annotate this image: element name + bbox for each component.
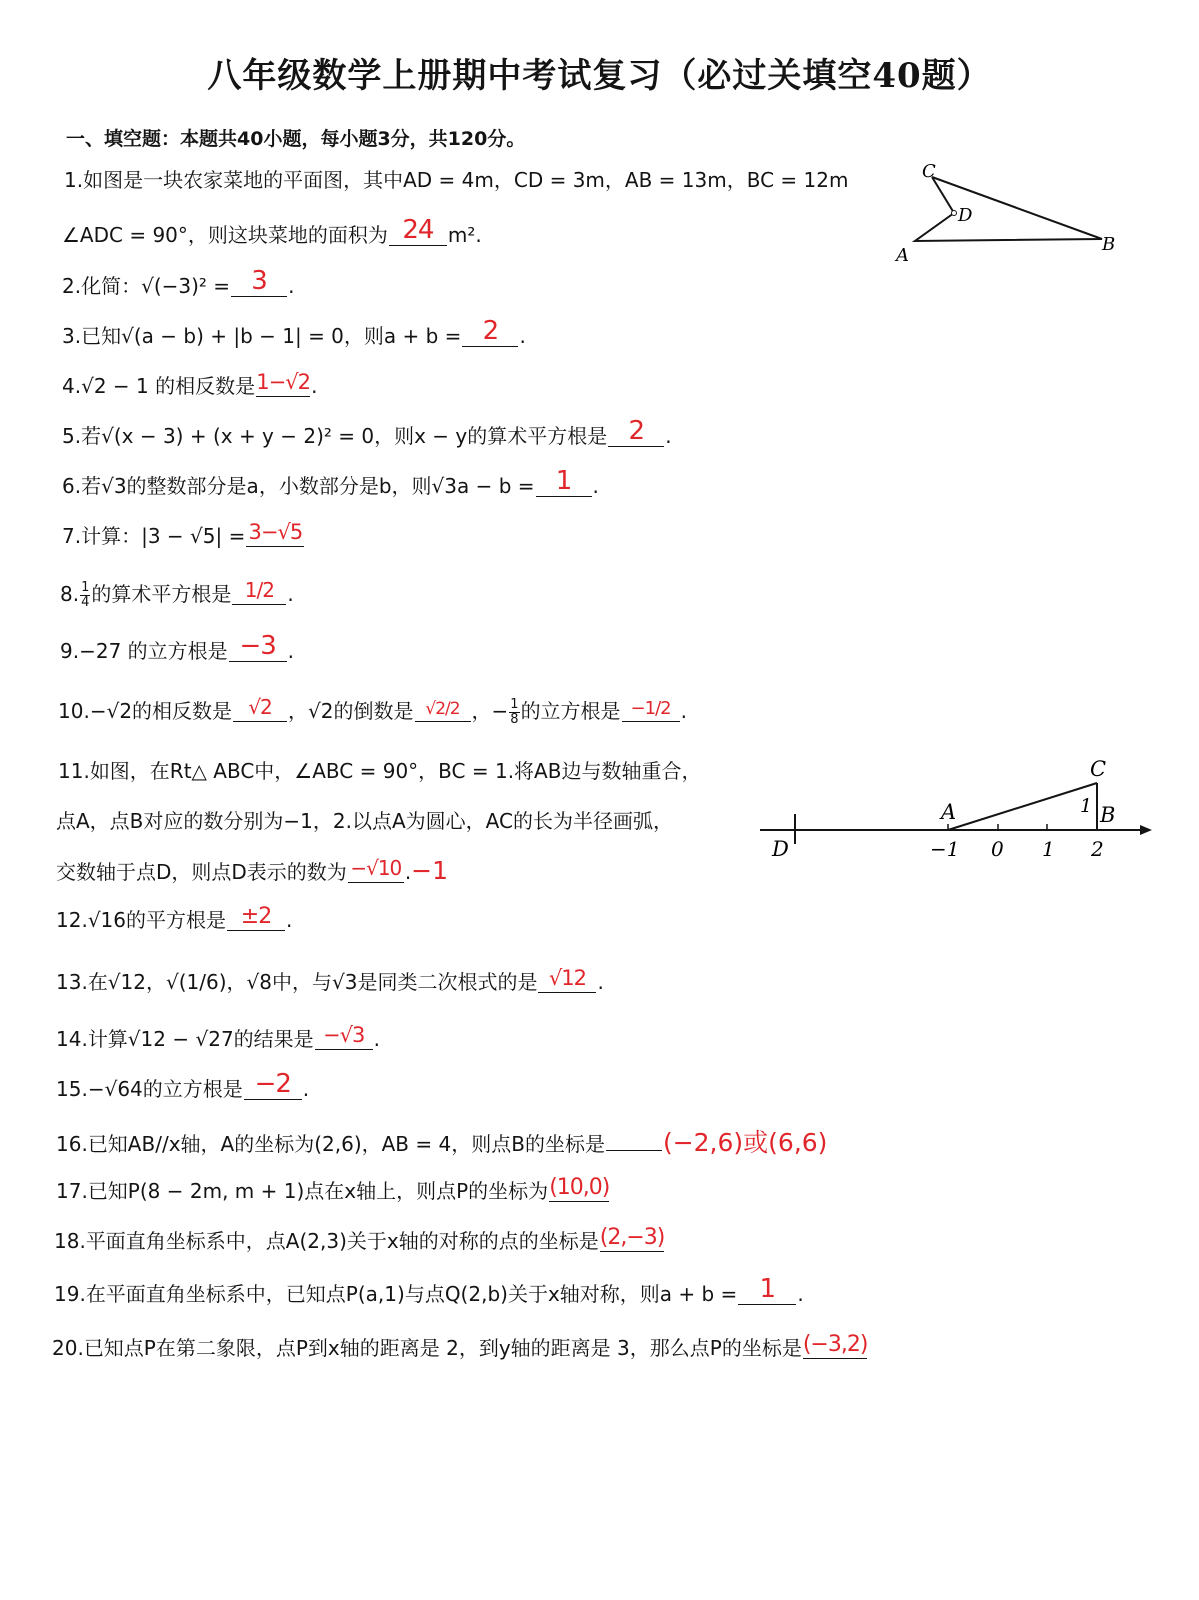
question-text: −√2的相反数是	[89, 699, 233, 723]
question-text: 平面直角坐标系中，点A(2,3)关于x轴的对称的点的坐标是	[85, 1229, 599, 1253]
question-18	[54, 1227, 665, 1255]
question-9	[60, 631, 295, 665]
question-text: 已知AB//x轴，A的坐标为(2,6)，AB = 4，则点B的坐标是	[87, 1132, 605, 1156]
answer-blank[interactable]	[738, 1274, 796, 1305]
question-8	[60, 580, 294, 610]
question-number: 12.	[56, 908, 88, 932]
answer-blank[interactable]	[536, 466, 592, 497]
denominator: 4	[81, 595, 90, 610]
answer-blank[interactable]	[415, 697, 471, 722]
question-text: 化简：√(−3)² =	[81, 274, 231, 298]
question-number: 19.	[54, 1282, 86, 1306]
question-text: √16的平方根是	[87, 908, 227, 932]
question-number: 15.	[56, 1077, 88, 1101]
period: .	[665, 424, 672, 448]
period: .	[597, 970, 604, 994]
label-b: B	[1100, 803, 1116, 827]
question-text: ∠ADC = 90°，则这块菜地的面积为	[62, 223, 388, 247]
question-number: 6.	[62, 474, 82, 498]
answer-blank[interactable]	[549, 1177, 609, 1202]
question-text: √2 − 1 的相反数是	[81, 374, 256, 398]
question-text: −27 的立方根是	[79, 639, 228, 663]
question-number: 1.	[64, 168, 84, 192]
tick-0: 0	[991, 837, 1004, 861]
question-text: 计算√12 − √27的结果是	[87, 1027, 314, 1051]
question-text: 的立方根是	[520, 699, 621, 723]
question-20	[52, 1334, 868, 1362]
label-d: D	[958, 205, 973, 226]
question-number: 13.	[56, 970, 88, 994]
tick-2: 2	[1091, 837, 1104, 861]
question-text: 如图，在Rt△ ABC中，∠ABC = 90°，BC = 1.将AB边与数轴重合，	[89, 759, 702, 783]
answer-blank[interactable]	[232, 580, 286, 605]
question-text: 已知P(8 − 2m, m + 1)点在x轴上，则点P的坐标为	[87, 1179, 549, 1203]
question-text: 已知点P在第二象限，点P到x轴的距离是 2，到y轴的距离是 3，那么点P的坐标是	[83, 1336, 802, 1360]
question-text: 交数轴于点D，则点D表示的数为	[56, 860, 347, 884]
question-12	[56, 906, 292, 934]
page-title: 八年级数学上册期中考试复习（必过关填空40题）	[207, 56, 992, 96]
label-c: C	[1090, 757, 1107, 781]
question-text: ，−	[471, 699, 509, 723]
section-heading: 一、填空题：本题共40小题，每小题3分，共120分。	[66, 128, 526, 150]
question-text: 若√3的整数部分是a，小数部分是b，则√3a − b =	[81, 474, 535, 498]
handwritten-answer: −√3	[323, 1023, 365, 1047]
handwritten-answer: −2	[254, 1069, 291, 1099]
period: .	[287, 582, 294, 606]
question-text: 已知√(a − b) + |b − 1| = 0，则a + b =	[81, 324, 462, 348]
question-number: 18.	[54, 1229, 86, 1253]
period: .	[286, 908, 293, 932]
numerator: 1	[510, 697, 519, 712]
period: .	[680, 699, 687, 723]
question-11-line3	[56, 857, 448, 886]
period: .	[288, 274, 295, 298]
period: .	[373, 1027, 381, 1051]
handwritten-answer: √2/2	[425, 699, 460, 719]
answer-blank[interactable]	[315, 1025, 373, 1050]
handwritten-answer: 3−√5	[248, 520, 303, 544]
answer-blank[interactable]	[462, 316, 518, 347]
question-14	[56, 1025, 380, 1053]
question-text: 如图是一块农家菜地的平面图，其中AD = 4m，CD = 3m，AB = 13m，BC = 12m	[83, 168, 849, 192]
question-number: 17.	[56, 1179, 88, 1203]
handwritten-answer: 24	[402, 215, 434, 245]
question-13	[56, 968, 604, 996]
question-number: 5.	[62, 424, 82, 448]
answer-blank[interactable]	[600, 1227, 665, 1252]
question-number: 20.	[52, 1336, 84, 1360]
handwritten-answer: 1	[759, 1274, 776, 1304]
handwritten-answer: √12	[548, 966, 587, 990]
question-17	[56, 1177, 610, 1205]
answer-blank[interactable]	[538, 968, 596, 993]
question-16	[56, 1126, 827, 1158]
handwritten-answer-continuation: −1	[411, 856, 449, 885]
question-number: 7.	[62, 524, 82, 548]
answer-blank[interactable]	[622, 697, 680, 722]
question-number: 11.	[58, 759, 90, 783]
question-10	[58, 697, 687, 727]
question-text: 若√(x − 3) + (x + y − 2)² = 0，则x − y的算术平方根是	[81, 424, 608, 448]
handwritten-answer: (−3,2)	[802, 1332, 868, 1357]
period: .	[404, 860, 412, 884]
period: .	[302, 1077, 310, 1101]
figure-quadrilateral-abcd	[880, 155, 1140, 275]
question-text: 在平面直角坐标系中，已知点P(a,1)与点Q(2,b)关于x轴对称，则a + b =	[85, 1282, 738, 1306]
handwritten-answer: (10,0)	[549, 1175, 610, 1200]
answer-blank[interactable]	[233, 697, 287, 722]
fraction	[509, 698, 519, 727]
question-text: 点A，点B对应的数分别为−1，2.以点A为圆心，AC的长为半径画弧，	[56, 809, 673, 833]
question-19	[54, 1274, 804, 1308]
label-a: A	[896, 245, 909, 266]
label-a: A	[941, 800, 957, 824]
question-15	[56, 1069, 310, 1103]
question-text: −√64的立方根是	[87, 1077, 243, 1101]
question-1-line2	[62, 215, 482, 249]
side-length-label: 1	[1080, 795, 1093, 817]
question-number: 4.	[62, 374, 82, 398]
numerator: 1	[81, 580, 90, 595]
handwritten-answer: 2	[482, 316, 499, 346]
label-b: B	[1102, 234, 1116, 255]
question-text: ，√2的倒数是	[288, 699, 414, 723]
question-11-line1	[58, 757, 701, 785]
figure-number-line-triangle	[760, 752, 1160, 872]
handwritten-answer: 1	[555, 466, 572, 496]
question-6	[62, 466, 599, 500]
period: .	[797, 1282, 804, 1306]
handwritten-answer: −3	[239, 631, 276, 661]
period: .	[311, 374, 318, 398]
handwritten-answer: ±2	[240, 904, 272, 929]
answer-blank[interactable]	[608, 416, 664, 447]
question-number: 9.	[60, 639, 80, 663]
fraction	[80, 581, 90, 610]
tick-minus-1: −1	[930, 837, 960, 861]
question-text: 的算术平方根是	[91, 582, 232, 606]
question-text: 计算：|3 − √5| =	[81, 524, 246, 548]
answer-blank[interactable]	[231, 266, 287, 297]
question-number: 3.	[62, 324, 82, 348]
question-5	[62, 416, 672, 450]
answer-blank[interactable]	[389, 215, 447, 246]
question-4	[62, 372, 317, 400]
denominator: 8	[510, 712, 519, 727]
question-1-line1	[64, 166, 848, 194]
handwritten-answer: (−2,6)或(6,6)	[662, 1128, 828, 1157]
question-number: 8.	[60, 582, 80, 606]
answer-blank[interactable]	[246, 522, 304, 547]
handwritten-answer: 1/2	[244, 578, 274, 602]
answer-blank[interactable]	[348, 858, 404, 883]
label-d: D	[772, 837, 789, 861]
handwritten-answer: (2,−3)	[599, 1225, 665, 1250]
handwritten-answer: 1−√2	[256, 370, 310, 394]
question-2	[62, 266, 295, 300]
question-7	[62, 522, 305, 550]
handwritten-answer: −√10	[350, 856, 402, 880]
period: .	[519, 324, 526, 348]
handwritten-answer: 2	[628, 416, 645, 446]
question-11-line2	[56, 807, 673, 835]
question-3	[62, 316, 526, 350]
question-text: m².	[447, 223, 482, 247]
question-number: 10.	[58, 699, 90, 723]
answer-blank[interactable]	[227, 906, 285, 931]
handwritten-answer: −1/2	[630, 698, 671, 719]
period: .	[287, 639, 295, 663]
question-text: 在√12，√(1/6)，√8中，与√3是同类二次根式的是	[87, 970, 538, 994]
question-number: 14.	[56, 1027, 88, 1051]
question-number: 16.	[56, 1132, 88, 1156]
tick-1: 1	[1042, 837, 1055, 861]
answer-blank[interactable]	[803, 1334, 868, 1359]
answer-blank[interactable]	[244, 1069, 302, 1100]
question-number: 2.	[62, 274, 82, 298]
answer-blank[interactable]	[229, 631, 287, 662]
answer-blank[interactable]	[256, 372, 310, 397]
label-c: C	[922, 161, 936, 182]
handwritten-answer: 3	[251, 266, 267, 296]
answer-blank[interactable]	[606, 1126, 662, 1151]
handwritten-answer: √2	[248, 695, 272, 719]
period: .	[592, 474, 599, 498]
